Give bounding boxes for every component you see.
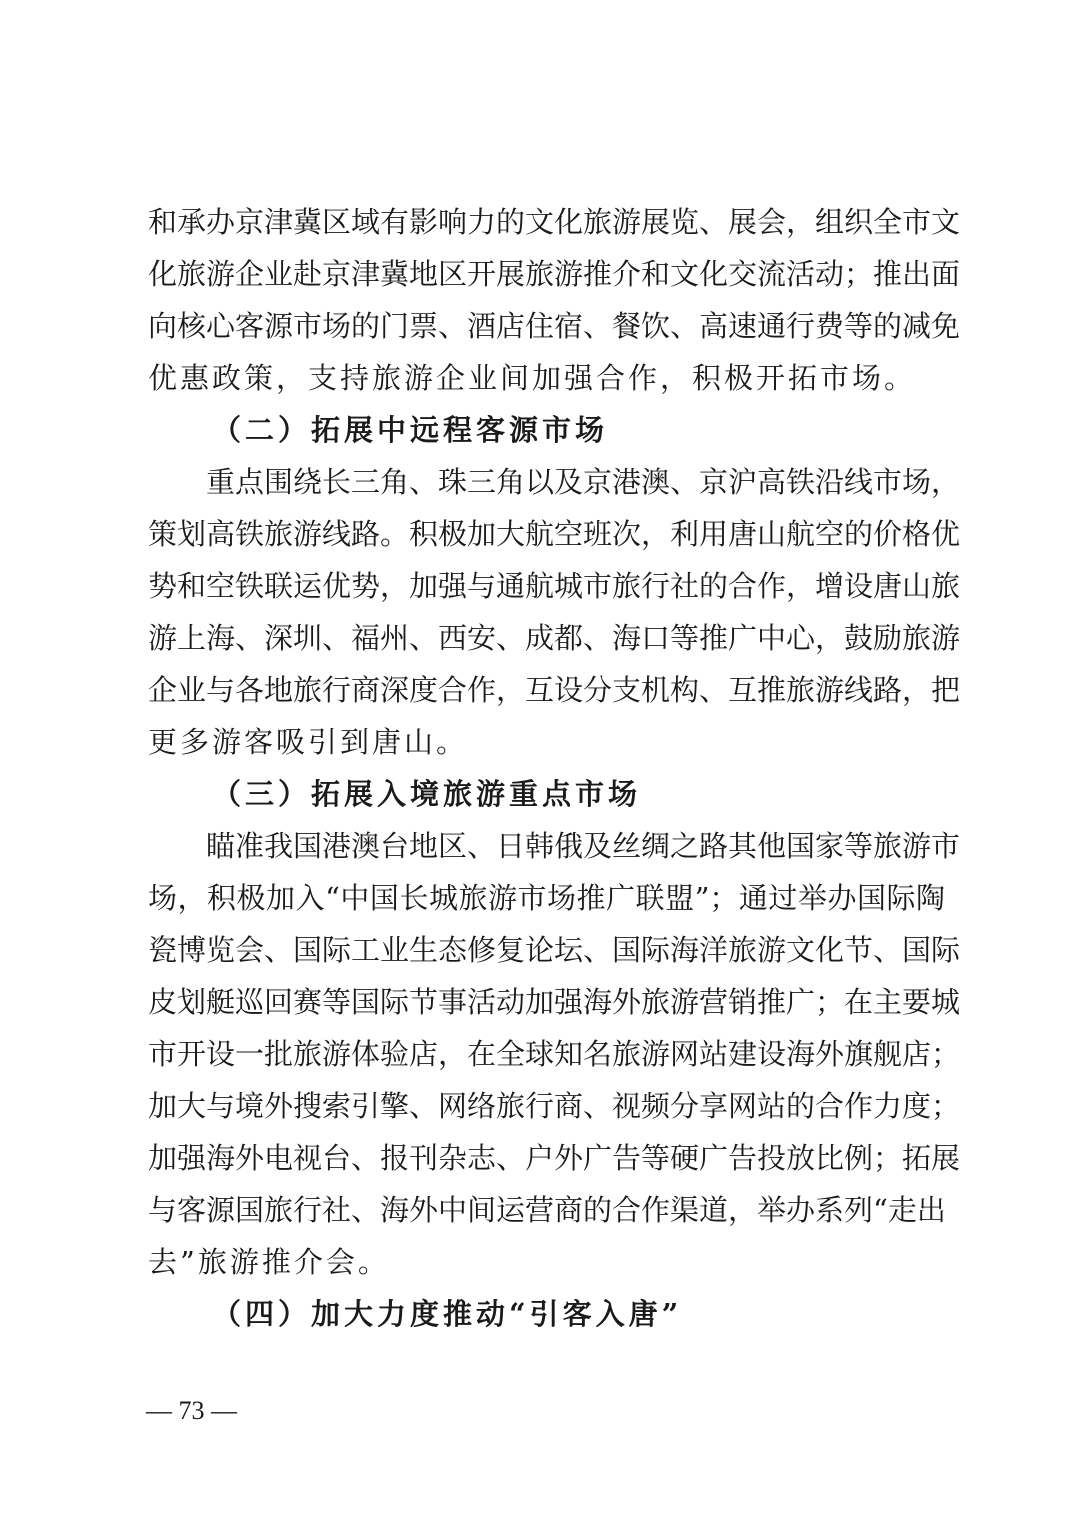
text-line: 化旅游企业赴京津冀地区开展旅游推介和文化交流活动；推出面 bbox=[148, 257, 961, 291]
text-line: 势和空铁联运优势，加强与通航城市旅行社的合作，增设唐山旅 bbox=[148, 569, 961, 603]
text-line: 重点围绕长三角、珠三角以及京港澳、京沪高铁沿线市场， bbox=[206, 465, 961, 499]
text-line: 向核心客源市场的门票、酒店住宿、餐饮、高速通行费等的减免 bbox=[148, 309, 961, 343]
text-line: 皮划艇巡回赛等国际节事活动加强海外旅游营销推广；在主要城 bbox=[148, 985, 961, 1019]
text-line: 更多游客吸引到唐山。 bbox=[148, 725, 469, 759]
section-heading: （四）加大力度推动“引客入唐” bbox=[212, 1297, 683, 1331]
page-number: — 73 — bbox=[146, 1396, 237, 1425]
text-line: 场，积极加入“中国长城旅游市场推广联盟”；通过举办国际陶 bbox=[148, 881, 945, 915]
text-line: 加大与境外搜索引擎、网络旅行商、视频分享网站的合作力度； bbox=[148, 1089, 961, 1123]
section-heading: （三）拓展入境旅游重点市场 bbox=[212, 777, 642, 811]
text-line: 优惠政策，支持旅游企业间加强合作，积极开拓市场。 bbox=[148, 361, 917, 395]
text-line: 游上海、深圳、福州、西安、成都、海口等推广中心，鼓励旅游 bbox=[148, 621, 961, 655]
document-body bbox=[148, 196, 961, 1340]
text-line: 企业与各地旅行商深度合作，互设分支机构、互推旅游线路，把 bbox=[148, 673, 961, 707]
text-line: 市开设一批旅游体验店，在全球知名旅游网站建设海外旗舰店； bbox=[148, 1037, 961, 1071]
text-line: 瓷博览会、国际工业生态修复论坛、国际海洋旅游文化节、国际 bbox=[148, 933, 961, 967]
text-line: 去”旅游推介会。 bbox=[148, 1245, 390, 1279]
text-line: 加强海外电视台、报刊杂志、户外广告等硬广告投放比例；拓展 bbox=[148, 1141, 961, 1175]
text-line: 瞄准我国港澳台地区、日韩俄及丝绸之路其他国家等旅游市 bbox=[206, 829, 961, 863]
text-line: 与客源国旅行社、海外中间运营商的合作渠道，举办系列“走出 bbox=[148, 1193, 946, 1227]
text-line: 和承办京津冀区域有影响力的文化旅游展览、展会，组织全市文 bbox=[148, 205, 961, 239]
text-line: 策划高铁旅游线路。积极加大航空班次，利用唐山航空的价格优 bbox=[148, 517, 961, 551]
section-heading: （二）拓展中远程客源市场 bbox=[212, 413, 609, 447]
